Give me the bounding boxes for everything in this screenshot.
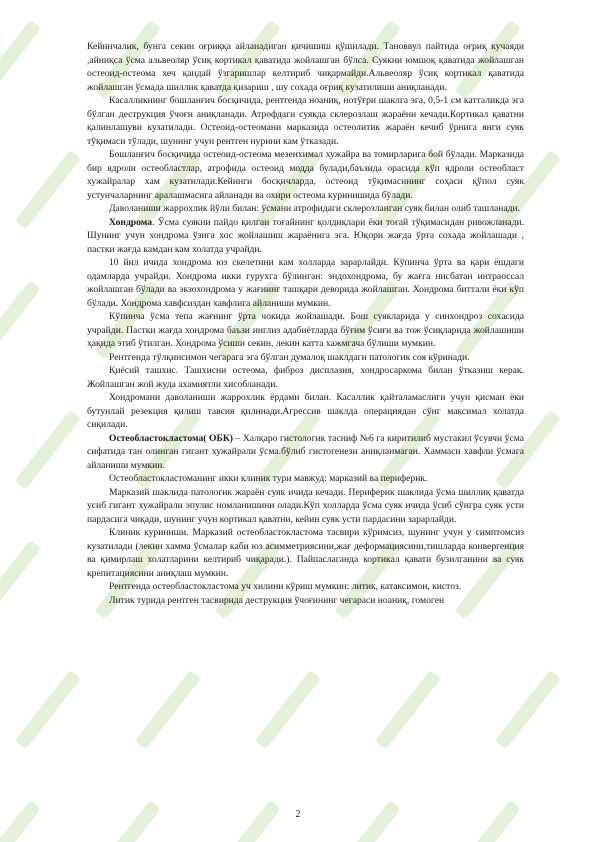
- term-osteoblastoclastoma: Остеобластокластома( ОБК): [109, 432, 233, 444]
- paragraph-13: Марказий шаклида патологик жараён суяк ичида кечади. Периферик шаклида ўсма шиллиқ қаватда усиб гигант хужайрали эпулис номланишини олади.Кўп холларда ўсма суяк ичида ўсиб сўнгра суяк усти пардасига чиқади, шунинг учун кортикал қаватни, кейин суяк усти пардасини зарарлайди.: [87, 486, 524, 525]
- watermark-mark: [455, 800, 521, 842]
- watermark-mark: [15, 670, 81, 750]
- watermark-mark: [495, 670, 561, 750]
- paragraph-16: Литик турида рентген тасвирида деструкция ўчоғининг чегараси ноаниқ, гомоген: [109, 594, 445, 606]
- watermark-mark: [135, 670, 201, 750]
- paragraph-12: Остеобластокластоманинг икки клиник тури мавжуд: марказий ва периферик.: [109, 473, 428, 484]
- term-chondroma: Хондрома: [109, 216, 153, 228]
- paragraph-7: Кўпинча ўсма тепа жағнинг ўрта чокида жойлашади. Бош суякларида у синхондроз сохасида учрайди. Пастки жағда хондрома баъзи инглиз адабиётларда бўғим ўсиғи ва тож ўсиқларида жойлашиши ҳақида этиб ўтилган. Хондрома ўсиши секин, лекин катта хажмгача бўлиши мумкин.: [87, 311, 524, 349]
- watermark-mark: [0, 540, 41, 620]
- watermark-mark: [15, 150, 81, 230]
- watermark-mark: [375, 670, 441, 750]
- page-number: 2: [295, 809, 301, 820]
- paragraph-3: Бошланғич босқичида остеоид-остеома мезенхимал хужайра ва томирларига бой бўлади. Марказида бир ядроли остеобластлар, атрофида остеоид модда булади,баъзида орасида кўп ядроли остеобласт хужайралар хам кузатилади.Кейинги босқичларда, остеоид тўқимасининг соҳаси қўпол суяк устунчаларнинг аралашмасига айланади ва охири остеома куринишида бўлади.: [87, 149, 524, 201]
- paragraph-6: 10 йил ичида хондрома юз скелетини кам холларда зарарлайди. Кўпинча ўрта ва қари ёшдаги одамларда учрайди. Хондрома икки гурухга бўлинган: эндохондрома, бу жағга нисбатан интраоссал жойлашган бўлади ва экзохондрома у жағнинг ташқари деворида жойлашган. Хондрома биттали ёки кўп бўлади. Хондрома хавфсиздан хавфлига айланиши мумкин.: [87, 257, 524, 309]
- document-page: [87, 40, 524, 607]
- watermark-mark: [15, 410, 81, 490]
- watermark-mark: [215, 800, 281, 842]
- paragraph-9: Қиёсий ташхис. Ташхисни остеома, фиброз дисплазия, хондросаркома билан ўтказиш керак. Жойлашган жой жуда ахамиятли хисобланади.: [87, 365, 524, 390]
- paragraph-2: Касалликнинг бошланғич босқичида, рентгенда ноаниқ, нотўғри шаклга эга, 0,5-1 см катталикда эга бўлган деструкция ўчоғи аниқланади. Атрофдаги суякда склерозлаш жараёни кечади.Кортикал қаватни қалинлашуви кузатилади. Остеоид-остеомани марказида остеолитик жараён кечиб ўрнига янги суяк тўқимаси тўлади, шунинг учун рентген нурини кам ўтказади.: [87, 95, 524, 147]
- paragraph-15: Рентгенда остеобластокластома уч хилини кўриш мумкин: литик, катаксимон, кистоз.: [109, 581, 462, 592]
- watermark-mark: [0, 280, 41, 360]
- watermark-mark: [255, 670, 321, 750]
- watermark-mark: [0, 20, 41, 100]
- watermark-mark: [335, 800, 401, 842]
- paragraph-10: Хондромани даволаниши жаррохлик ёрдами билан. Касаллик қайталамаслиги учун қисман ёки бутунлай резекция қилиш тавсия қилинади.Агрессив шаклда операциядан сўнг максимал холатда сиқилади.: [87, 392, 524, 430]
- paragraph-1: Кейинчалик, бунга секин оғриққа айланадиган қичишиш қўшилади. Тановвул пайтида оғриқ кучаяди ,айниқса ўсма альвеоляр ўсиқ кортикал қаватида жойлашган бўлса. Суякни юмшоқ қаватида жойлашган остеоид-остеома хеч қандай ўзгаришлар келтириб чиқармайди.Альвеоляр ўсиқ кортикал қаватида жойлашган ўсмада шиллик қаватда қизариш , шу сохада оғриқ кузатилиши аниқланади.: [87, 41, 524, 93]
- paragraph-4: Даволаниши жаррохлик йўли билан: ўсмани атрофидаги склерозланган суяк билан олиб ташланади.: [109, 203, 521, 214]
- watermark-mark: [95, 800, 161, 842]
- paragraph-5: Хондрома. Ўсма суякни пайдо қилган тоғайнинг қолдиқлари ёки тоғай тўқимасидан ривожланади. Шунинг учун хондрома ўзига хос жойлашиш жараёнига эга. Юқори жағда ўрта сохада жойлашади , пастки жағда камдан кам холатда учрайди.: [87, 216, 524, 255]
- paragraph-8: Рентгенда тўлқинсимон чегарага эга бўлган думалоқ шаклдаги патологик соя кўринади.: [109, 351, 470, 363]
- watermark-mark: [0, 800, 41, 842]
- paragraph-14: Клиник куриниши. Марказий остеобластокластома тасвири кўримсиз, шунинг учун у симптомсиз кузатилади (лекин хамма ўсмалар каби юз асимметриясини,жағ деформациясини,тишларда конвергенция ва қимирлаш холатларини келтириб чиқаради.). Пайпаслаганда кортикал қавати бузилганини ва суяк крепитациясини аниқлаш мумкин.: [87, 527, 524, 579]
- paragraph-11: Остеобластокластома( ОБК) – Халқаро гистологик тасниф №6 га киритилиб мустакил ўсувчи ўсма сифатида тан олинган гигант хужайрали ўсма.бўлиб гистогенези аниқланмаган. Хаммаси хавфли ўсмага айланиши мумкин.: [87, 432, 524, 471]
